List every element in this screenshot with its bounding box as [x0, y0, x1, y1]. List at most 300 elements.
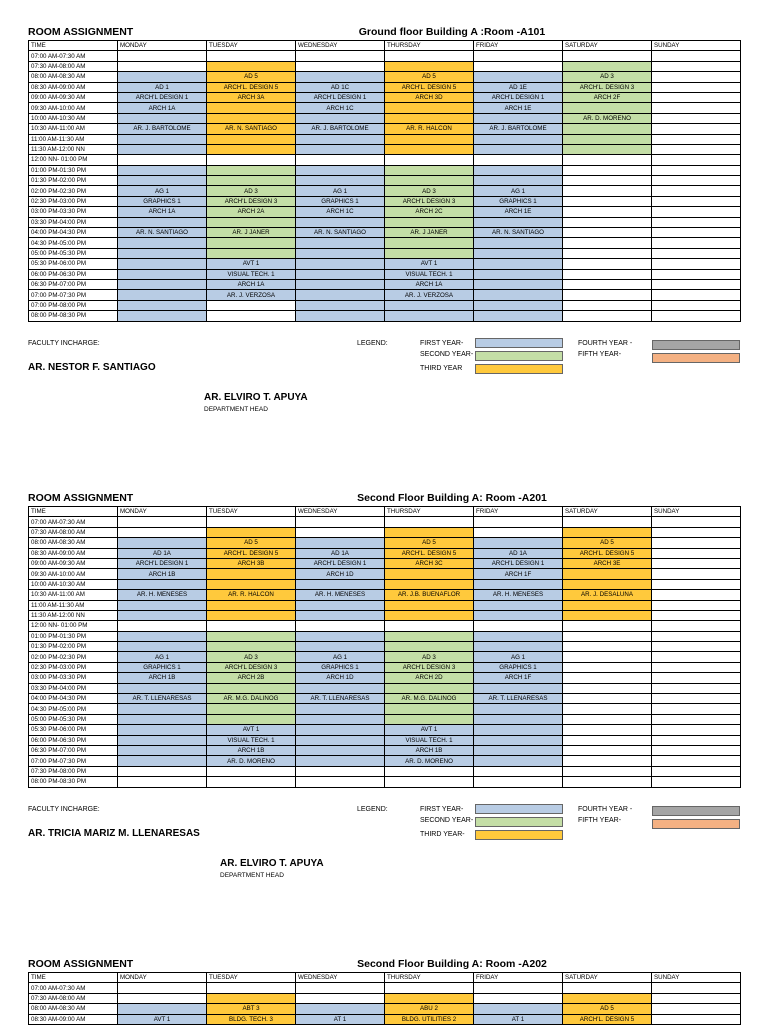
table-row: [29, 642, 741, 652]
time-slot-cell: 05:00 PM-05:30 PM: [29, 248, 118, 258]
day-column-header: SUNDAY: [652, 507, 741, 517]
schedule-cell: AR. M.G. DALINOG: [385, 694, 474, 704]
schedule-cell: [652, 579, 741, 589]
day-column-header: THURSDAY: [385, 973, 474, 983]
schedule-cell: [652, 694, 741, 704]
schedule-cell: AD 3: [207, 186, 296, 196]
schedule-cell: [385, 579, 474, 589]
schedule-cell: AR. N. SANTIAGO: [118, 228, 207, 238]
schedule-cell: ARCH 1A: [207, 279, 296, 289]
schedule-cell: [652, 186, 741, 196]
time-slot-cell: 07:30 PM-08:00 PM: [29, 766, 118, 776]
schedule-cell: [296, 269, 385, 279]
schedule-cell: [563, 165, 652, 175]
schedule-cell: [652, 704, 741, 714]
table-row: [29, 725, 741, 735]
schedule-cell: [207, 610, 296, 620]
schedule-cell: AR. J. BARTOLOME: [296, 124, 385, 134]
schedule-cell: [296, 1004, 385, 1014]
day-column-header: FRIDAY: [474, 507, 563, 517]
schedule-cell: ARCH 3E: [563, 558, 652, 568]
schedule-cell: [118, 621, 207, 631]
schedule-cell: AD 5: [207, 72, 296, 82]
schedule-cell: [474, 1004, 563, 1014]
day-column-header: WEDNESDAY: [296, 973, 385, 983]
schedule-cell: [652, 248, 741, 258]
schedule-cell: [296, 217, 385, 227]
schedule-cell: [474, 238, 563, 248]
schedule-cell: [385, 217, 474, 227]
schedule-cell: AR. H. MENESES: [296, 590, 385, 600]
time-slot-cell: 10:00 AM-10:30 AM: [29, 579, 118, 589]
schedule-cell: [207, 704, 296, 714]
schedule-cell: [474, 621, 563, 631]
schedule-table: [28, 506, 741, 788]
schedule-cell: AD 1E: [474, 82, 563, 92]
time-column-header: TIME: [29, 41, 118, 51]
schedule-cell: [207, 683, 296, 693]
schedule-cell: [563, 279, 652, 289]
schedule-cell: [563, 745, 652, 755]
schedule-cell: [296, 745, 385, 755]
schedule-cell: [563, 186, 652, 196]
table-row: [29, 735, 741, 745]
table-row: [29, 269, 741, 279]
time-slot-cell: 04:00 PM-04:30 PM: [29, 228, 118, 238]
table-row: [29, 993, 741, 1003]
schedule-cell: [385, 311, 474, 321]
schedule-cell: AD 3: [385, 652, 474, 662]
schedule-cell: [652, 165, 741, 175]
schedule-cell: [118, 217, 207, 227]
time-slot-cell: 09:30 AM-10:00 AM: [29, 103, 118, 113]
schedule-cell: ARCH'L. DESIGN 5: [385, 548, 474, 558]
table-header-row: [29, 41, 741, 51]
schedule-cell: AD 5: [563, 1004, 652, 1014]
schedule-cell: [207, 217, 296, 227]
schedule-cell: ARCH 3A: [207, 92, 296, 102]
legend-first-year: FIRST YEAR-: [420, 340, 464, 347]
schedule-cell: [296, 517, 385, 527]
table-row: [29, 558, 741, 568]
table-row: [29, 683, 741, 693]
schedule-cell: [118, 745, 207, 755]
schedule-cell: [296, 538, 385, 548]
table-row: [29, 82, 741, 92]
schedule-cell: [652, 993, 741, 1003]
schedule-cell: [474, 766, 563, 776]
schedule-cell: [474, 756, 563, 766]
schedule-cell: ARCH 1C: [296, 207, 385, 217]
schedule-cell: ARCH'L. DESIGN 5: [563, 548, 652, 558]
time-slot-cell: 11:30 AM-12:00 NN: [29, 144, 118, 154]
schedule-cell: [385, 610, 474, 620]
schedule-cell: [118, 735, 207, 745]
time-slot-cell: 06:30 PM-07:00 PM: [29, 745, 118, 755]
schedule-cell: [652, 155, 741, 165]
schedule-cell: AD 5: [385, 72, 474, 82]
day-column-header: SUNDAY: [652, 41, 741, 51]
schedule-cell: [652, 290, 741, 300]
schedule-cell: [207, 517, 296, 527]
legend-first-year: FIRST YEAR-: [420, 806, 464, 813]
schedule-cell: VISUAL TECH. 1: [207, 269, 296, 279]
schedule-cell: AR. T. LLENARESAS: [118, 694, 207, 704]
schedule-cell: [563, 238, 652, 248]
schedule-cell: [474, 777, 563, 787]
schedule-cell: ARCH 1E: [474, 103, 563, 113]
schedule-cell: ARCH 1A: [118, 103, 207, 113]
table-row: [29, 777, 741, 787]
schedule-cell: [385, 569, 474, 579]
schedule-cell: [652, 683, 741, 693]
room-assignment-title: ROOM ASSIGNMENT: [28, 492, 134, 504]
schedule-cell: [474, 704, 563, 714]
faculty-incharge-label: FACULTY INCHARGE:: [28, 806, 100, 813]
schedule-cell: ARCH 2F: [563, 92, 652, 102]
time-slot-cell: 09:00 AM-09:30 AM: [29, 558, 118, 568]
day-column-header: FRIDAY: [474, 41, 563, 51]
schedule-cell: AG 1: [474, 186, 563, 196]
schedule-cell: [563, 777, 652, 787]
schedule-cell: [652, 103, 741, 113]
schedule-cell: [563, 652, 652, 662]
schedule-cell: [118, 756, 207, 766]
schedule-cell: [652, 259, 741, 269]
schedule-cell: AG 1: [118, 186, 207, 196]
time-slot-cell: 08:00 PM-08:30 PM: [29, 777, 118, 787]
legend-swatch: [475, 830, 563, 840]
time-slot-cell: 09:00 AM-09:30 AM: [29, 92, 118, 102]
time-slot-cell: 01:00 PM-01:30 PM: [29, 165, 118, 175]
time-slot-cell: 10:30 AM-11:00 AM: [29, 124, 118, 134]
schedule-cell: ARCH 2B: [207, 673, 296, 683]
schedule-cell: AR. T. LLENARESAS: [474, 694, 563, 704]
schedule-cell: [296, 735, 385, 745]
legend-second-year: SECOND YEAR-: [420, 351, 474, 358]
schedule-cell: [207, 714, 296, 724]
time-slot-cell: 03:00 PM-03:30 PM: [29, 673, 118, 683]
table-row: [29, 155, 741, 165]
time-slot-cell: 12:00 NN- 01:00 PM: [29, 621, 118, 631]
schedule-cell: [296, 238, 385, 248]
schedule-cell: VISUAL TECH. 1: [385, 735, 474, 745]
day-column-header: TUESDAY: [207, 507, 296, 517]
schedule-cell: [296, 756, 385, 766]
schedule-cell: GRAPHICS 1: [474, 196, 563, 206]
schedule-cell: [296, 113, 385, 123]
schedule-cell: [563, 610, 652, 620]
schedule-cell: AVT 1: [207, 259, 296, 269]
schedule-cell: [474, 579, 563, 589]
schedule-cell: [563, 662, 652, 672]
schedule-cell: AR. J.B. BUENAFLOR: [385, 590, 474, 600]
schedule-cell: [296, 993, 385, 1003]
schedule-cell: [474, 300, 563, 310]
schedule-cell: [652, 642, 741, 652]
schedule-cell: [385, 714, 474, 724]
schedule-cell: [118, 269, 207, 279]
schedule-cell: [207, 300, 296, 310]
table-row: [29, 248, 741, 258]
schedule-cell: [652, 983, 741, 993]
schedule-cell: [118, 311, 207, 321]
schedule-cell: [563, 290, 652, 300]
schedule-cell: [118, 61, 207, 71]
time-slot-cell: 08:00 PM-08:30 PM: [29, 311, 118, 321]
schedule-cell: [118, 610, 207, 620]
schedule-cell: ABT 3: [207, 1004, 296, 1014]
time-slot-cell: 08:00 AM-08:30 AM: [29, 72, 118, 82]
time-slot-cell: 06:00 PM-06:30 PM: [29, 269, 118, 279]
table-row: [29, 673, 741, 683]
schedule-cell: [296, 311, 385, 321]
legend-fourth-year: FOURTH YEAR -: [578, 340, 633, 347]
schedule-cell: ARCH 3B: [207, 558, 296, 568]
schedule-cell: AD 1: [118, 82, 207, 92]
legend-label: LEGEND:: [357, 340, 388, 347]
schedule-cell: [652, 1004, 741, 1014]
schedule-cell: [385, 527, 474, 537]
schedule-cell: [385, 238, 474, 248]
legend-swatch: [652, 806, 740, 816]
room-assignment-title: ROOM ASSIGNMENT: [28, 958, 134, 970]
table-row: [29, 113, 741, 123]
table-row: [29, 1014, 741, 1024]
time-slot-cell: 09:30 AM-10:00 AM: [29, 569, 118, 579]
schedule-cell: [474, 517, 563, 527]
schedule-cell: [474, 631, 563, 641]
table-row: [29, 610, 741, 620]
time-slot-cell: 02:30 PM-03:00 PM: [29, 196, 118, 206]
schedule-cell: [296, 290, 385, 300]
schedule-cell: AR. J JANER: [385, 228, 474, 238]
time-slot-cell: 08:30 AM-09:00 AM: [29, 1014, 118, 1024]
schedule-cell: AR. D. MORENO: [385, 756, 474, 766]
day-column-header: SATURDAY: [563, 507, 652, 517]
time-slot-cell: 07:00 PM-07:30 PM: [29, 290, 118, 300]
schedule-cell: AVT 1: [385, 259, 474, 269]
schedule-cell: [385, 51, 474, 61]
schedule-cell: [118, 983, 207, 993]
schedule-cell: [296, 527, 385, 537]
schedule-cell: [207, 993, 296, 1003]
legend-swatch: [652, 340, 740, 350]
schedule-cell: [563, 517, 652, 527]
schedule-cell: [296, 248, 385, 258]
schedule-cell: [652, 621, 741, 631]
time-slot-cell: 07:00 PM-08:00 PM: [29, 300, 118, 310]
table-row: [29, 228, 741, 238]
schedule-cell: [296, 983, 385, 993]
time-slot-cell: 07:00 AM-07:30 AM: [29, 983, 118, 993]
schedule-cell: ARCH 1B: [118, 673, 207, 683]
schedule-cell: [474, 714, 563, 724]
building-room-label: Second Floor Building A: Room -A202: [357, 958, 547, 970]
time-slot-cell: 04:30 PM-05:00 PM: [29, 704, 118, 714]
schedule-cell: [207, 631, 296, 641]
table-row: [29, 72, 741, 82]
sheet-header: [28, 958, 740, 972]
day-column-header: SATURDAY: [563, 41, 652, 51]
schedule-cell: [563, 735, 652, 745]
schedule-cell: [652, 662, 741, 672]
schedule-cell: AR. H. MENESES: [474, 590, 563, 600]
schedule-cell: [385, 777, 474, 787]
table-row: [29, 134, 741, 144]
schedule-cell: [652, 548, 741, 558]
schedule-cell: [474, 248, 563, 258]
schedule-cell: [296, 51, 385, 61]
schedule-cell: [474, 51, 563, 61]
table-row: [29, 590, 741, 600]
legend-swatch: [475, 804, 563, 814]
schedule-cell: [652, 569, 741, 579]
schedule-cell: [385, 134, 474, 144]
schedule-cell: AD 5: [385, 538, 474, 548]
faculty-name: AR. NESTOR F. SANTIAGO: [28, 362, 156, 373]
schedule-cell: [474, 290, 563, 300]
schedule-cell: [296, 725, 385, 735]
schedule-cell: [296, 683, 385, 693]
time-slot-cell: 11:30 AM-12:00 NN: [29, 610, 118, 620]
schedule-cell: [652, 1014, 741, 1024]
legend-swatch: [475, 364, 563, 374]
schedule-cell: AR. J. BARTOLOME: [118, 124, 207, 134]
schedule-cell: [563, 269, 652, 279]
schedule-cell: [118, 766, 207, 776]
time-slot-cell: 06:30 PM-07:00 PM: [29, 279, 118, 289]
schedule-cell: [207, 569, 296, 579]
schedule-table: [28, 40, 741, 322]
schedule-cell: [207, 527, 296, 537]
schedule-cell: [118, 51, 207, 61]
schedule-cell: [385, 983, 474, 993]
schedule-cell: [385, 993, 474, 1003]
schedule-cell: [118, 777, 207, 787]
schedule-cell: [385, 517, 474, 527]
time-slot-cell: 05:30 PM-06:00 PM: [29, 259, 118, 269]
schedule-cell: [207, 61, 296, 71]
schedule-cell: [563, 527, 652, 537]
schedule-cell: AT 1: [296, 1014, 385, 1024]
schedule-cell: ARCH'L DESIGN 1: [296, 558, 385, 568]
table-row: [29, 714, 741, 724]
schedule-cell: [296, 259, 385, 269]
schedule-cell: AD 5: [563, 538, 652, 548]
schedule-cell: ARCH'L DESIGN 3: [385, 196, 474, 206]
department-head-name: AR. ELVIRO T. APUYA: [204, 392, 308, 403]
day-column-header: SUNDAY: [652, 973, 741, 983]
schedule-cell: [474, 735, 563, 745]
day-column-header: THURSDAY: [385, 41, 474, 51]
schedule-cell: [296, 134, 385, 144]
schedule-cell: [563, 621, 652, 631]
schedule-cell: ARCH 2D: [385, 673, 474, 683]
schedule-cell: [563, 196, 652, 206]
schedule-cell: [207, 113, 296, 123]
table-row: [29, 652, 741, 662]
schedule-cell: ARCH'L. DESIGN 5: [385, 82, 474, 92]
schedule-cell: AR. J. BARTOLOME: [474, 124, 563, 134]
schedule-cell: [563, 228, 652, 238]
table-row: [29, 176, 741, 186]
schedule-cell: AD 3: [385, 186, 474, 196]
schedule-cell: ARCH 3C: [385, 558, 474, 568]
schedule-cell: [385, 113, 474, 123]
schedule-cell: AT 1: [474, 1014, 563, 1024]
schedule-cell: ARCH'L DESIGN 1: [118, 92, 207, 102]
time-slot-cell: 02:00 PM-02:30 PM: [29, 186, 118, 196]
schedule-cell: [118, 1004, 207, 1014]
schedule-cell: ARCH'L. DESIGN 5: [207, 548, 296, 558]
time-slot-cell: 07:00 AM-07:30 AM: [29, 51, 118, 61]
schedule-cell: [385, 642, 474, 652]
schedule-cell: [385, 103, 474, 113]
schedule-cell: [652, 207, 741, 217]
schedule-cell: ARCH 1D: [296, 673, 385, 683]
schedule-cell: [652, 269, 741, 279]
schedule-cell: [652, 527, 741, 537]
schedule-cell: [207, 642, 296, 652]
schedule-cell: [652, 196, 741, 206]
day-column-header: TUESDAY: [207, 973, 296, 983]
schedule-cell: [563, 61, 652, 71]
schedule-cell: [118, 144, 207, 154]
time-slot-cell: 11:00 AM-11:30 AM: [29, 600, 118, 610]
table-row: [29, 92, 741, 102]
schedule-cell: VISUAL TECH. 1: [207, 735, 296, 745]
schedule-cell: [652, 113, 741, 123]
schedule-cell: [652, 228, 741, 238]
schedule-cell: [563, 311, 652, 321]
time-slot-cell: 05:00 PM-05:30 PM: [29, 714, 118, 724]
schedule-cell: AR. J JANER: [207, 228, 296, 238]
time-slot-cell: 07:00 PM-07:30 PM: [29, 756, 118, 766]
schedule-cell: [296, 777, 385, 787]
schedule-cell: [118, 517, 207, 527]
schedule-cell: GRAPHICS 1: [118, 196, 207, 206]
schedule-cell: AR. T. LLENARESAS: [296, 694, 385, 704]
table-row: [29, 517, 741, 527]
schedule-cell: [563, 725, 652, 735]
schedule-cell: [207, 248, 296, 258]
time-slot-cell: 01:00 PM-01:30 PM: [29, 631, 118, 641]
faculty-incharge-label: FACULTY INCHARGE:: [28, 340, 100, 347]
schedule-cell: [207, 238, 296, 248]
schedule-cell: [652, 144, 741, 154]
schedule-cell: [563, 983, 652, 993]
table-row: [29, 983, 741, 993]
schedule-cell: AR. D. MORENO: [207, 756, 296, 766]
day-column-header: FRIDAY: [474, 973, 563, 983]
table-row: [29, 662, 741, 672]
table-row: [29, 124, 741, 134]
schedule-cell: AR. R. HALCON: [385, 124, 474, 134]
legend-fifth-year: FIFTH YEAR-: [578, 351, 622, 358]
schedule-cell: ABU 2: [385, 1004, 474, 1014]
table-row: [29, 548, 741, 558]
legend-fifth-year: FIFTH YEAR-: [578, 817, 622, 824]
schedule-cell: [296, 714, 385, 724]
schedule-cell: [207, 155, 296, 165]
schedule-cell: [652, 124, 741, 134]
time-slot-cell: 01:30 PM-02:00 PM: [29, 176, 118, 186]
schedule-cell: [118, 290, 207, 300]
schedule-cell: [652, 217, 741, 227]
schedule-cell: ARCH 1F: [474, 569, 563, 579]
time-slot-cell: 07:30 AM-08:00 AM: [29, 527, 118, 537]
